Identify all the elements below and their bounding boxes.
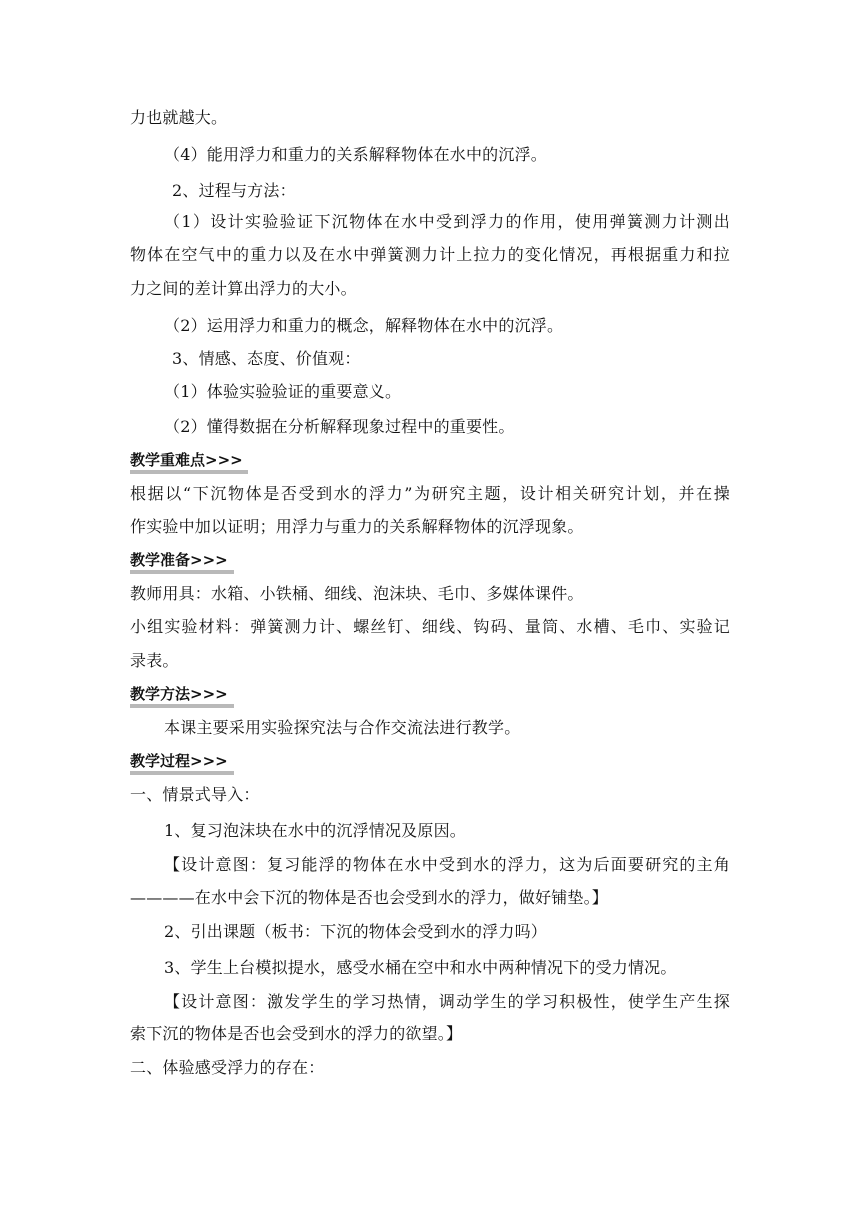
text-line: （2）运用浮力和重力的概念，解释物体在水中的沉浮。 [164,316,564,335]
text-line: 力也就越大。 [130,108,228,127]
text-line: 【设计意图：激发学生的学习热情，调动学生的学习积极性，使学生产生探 [164,992,730,1011]
section-heading-key-points: 教学重难点>>> [130,451,243,469]
heading-underline [130,704,234,708]
text-line: 本课主要采用实验探究法与合作交流法进行教学。 [164,718,521,737]
heading-underline [130,570,234,574]
text-line: ————在水中会下沉的物体是否也会受到水的浮力，做好铺垫。】 [130,888,609,907]
section-heading-process: 教学过程>>> [130,752,228,770]
text-line: 教师用具：水箱、小铁桶、细线、泡沫块、毛巾、多媒体课件。 [130,584,584,603]
section-heading-methods: 教学方法>>> [130,685,228,703]
text-line: 作实验中加以证明；用浮力与重力的关系解释物体的沉浮现象。 [130,517,584,536]
text-line: 3、学生上台模拟提水，感受水桶在空中和水中两种情况下的受力情况。 [164,958,677,977]
text-line: 录表。 [130,651,179,670]
text-line: （2）懂得数据在分析解释现象过程中的重要性。 [164,417,515,436]
text-line: （1）设计实验验证下沉物体在水中受到浮力的作用，使用弹簧测力计测出 [164,212,730,231]
heading-underline [130,771,234,775]
text-line: 一、情景式导入： [130,785,260,804]
text-line: 1、复习泡沫块在水中的沉浮情况及原因。 [164,821,466,840]
text-line: （1）体验实验验证的重要意义。 [164,382,402,401]
text-line: 2、过程与方法： [172,181,296,200]
heading-underline [130,470,248,474]
text-line: 根据以“下沉物体是否受到水的浮力”为研究主题，设计相关研究计划，并在操 [130,484,730,503]
text-line: 2、引出课题（板书：下沉的物体会受到水的浮力吗） [164,922,547,941]
text-line: （4）能用浮力和重力的关系解释物体在水中的沉浮。 [164,145,547,164]
section-heading-preparation: 教学准备>>> [130,551,228,569]
text-line: 物体在空气中的重力以及在水中弹簧测力计上拉力的变化情况，再根据重力和拉 [130,245,730,264]
text-line: 力之间的差计算出浮力的大小。 [130,279,357,298]
text-line: 索下沉的物体是否也会受到水的浮力的欲望。】 [130,1024,463,1043]
text-line: 3、情感、态度、价值观： [172,349,361,368]
text-line: 小组实验材料：弹簧测力计、螺丝钉、细线、钩码、量筒、水槽、毛巾、实验记 [130,617,730,636]
text-line: 二、体验感受浮力的存在： [130,1058,325,1077]
text-line: 【设计意图：复习能浮的物体在水中受到水的浮力，这为后面要研究的主角 [164,855,730,874]
